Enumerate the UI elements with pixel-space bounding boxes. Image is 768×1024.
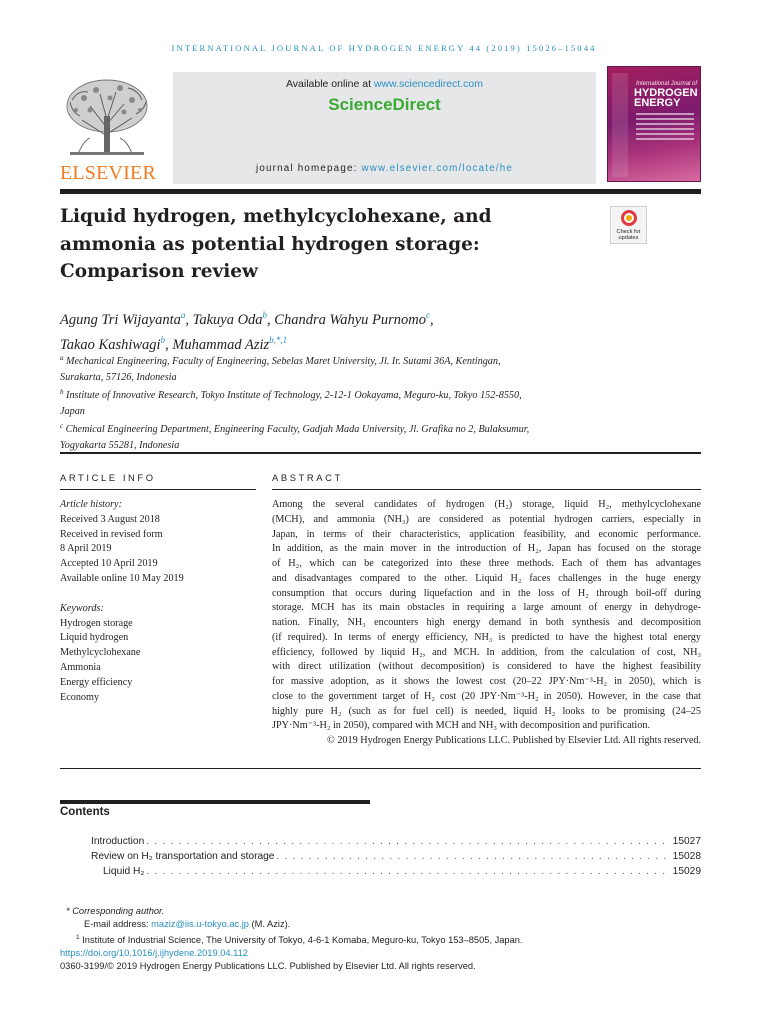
toc-label: Review on H₂ transportation and storage <box>91 851 275 862</box>
author-affil-mark[interactable]: b <box>262 310 268 320</box>
doi-link[interactable]: https://doi.org/10.1016/j.ijhydene.2019.04.112 <box>60 948 248 958</box>
abstract-line: storage. MCH has its main obstacles in requiring a large amount of energy in dehydroge- <box>272 602 701 614</box>
journal-cover-image[interactable] <box>607 66 701 182</box>
abstract-line: for massive adoption, as it shows the lowest cost (20–22 JPY·Nm⁻³-H₂ in 2050), which is <box>272 676 701 687</box>
abstract-rule <box>272 489 701 490</box>
publisher-name: ELSEVIER <box>59 162 157 184</box>
issn-line: 0360-3199/© 2019 Hydrogen Energy Publications LLC. Published by Elsevier Ltd. All rights reserved. <box>60 961 476 971</box>
abstract-line: Among the several candidates of hydrogen (H₂) storage, liquid H₂, methylcyclohexane <box>272 499 701 510</box>
affil-text: Chemical Engineering Department, Engineering Faculty, Gadjah Mada University, Jl. Grafika no 2, Bulaksumur, <box>65 424 530 435</box>
author-separator: , <box>267 312 275 328</box>
abstract-line: of H₂, which can be categorized into these three methods. Each of them has advantages <box>272 558 701 569</box>
sciencedirect-banner <box>173 72 596 184</box>
abstract-end-rule <box>60 768 701 769</box>
article-title <box>60 203 560 286</box>
cover-title-line1: HYDROGEN <box>634 87 698 99</box>
author-affil-mark[interactable]: c <box>426 310 431 320</box>
header-rule <box>60 189 701 194</box>
abstract-line: highly pure H₂ (such as for fuel cell) is needed, liquid H₂ looks to be promising (24–25 <box>272 705 701 717</box>
affil-text: Institute of Innovative Research, Tokyo Institute of Technology, 2-12-1 Ookayama, Meguro-ku, Tokyo 152-8550, <box>66 390 522 401</box>
abstract-line: consumption that occurs during liquefaction and in the loss of H₂ through boil-off during <box>272 587 701 599</box>
toc-label: Introduction <box>91 836 145 847</box>
article-info-rule <box>60 489 256 490</box>
check-for-updates-button[interactable] <box>610 206 647 244</box>
abstract-line: (MCH), and ammonia (NH₃) are considered as potential hydrogen carriers, especially in <box>272 513 701 525</box>
author-name[interactable]: Muhammad Aziz <box>172 337 270 353</box>
abstract-heading: ABSTRACT <box>272 472 343 483</box>
abstract-line: nation. Finally, NH₃ encounters high energy demand in both synthesis and decomposition <box>272 617 701 628</box>
journal-homepage <box>173 163 596 174</box>
abstract-line: (if required). In terms of energy efficiency, NH₃ is predicted to have the highest total energy <box>272 631 701 643</box>
sciencedirect-logo[interactable]: ScienceDirect <box>328 95 441 114</box>
keyword[interactable]: Energy efficiency <box>60 676 133 688</box>
toc-label: Liquid H₂ <box>103 866 145 877</box>
history-item: 8 April 2019 <box>60 543 112 555</box>
author-separator: , <box>165 337 173 353</box>
cover-decoration <box>636 113 694 143</box>
affiliation-line: Yogyakarta 55281, Indonesia <box>60 439 180 451</box>
keyword[interactable]: Methylcyclohexane <box>60 647 141 659</box>
affiliations <box>60 351 700 453</box>
sciencedirect-link[interactable]: www.sciencedirect.com <box>373 78 484 90</box>
author-list <box>60 305 700 355</box>
author-name[interactable]: Takao Kashiwagi <box>60 337 161 353</box>
cover-strip <box>612 73 628 177</box>
cover-title <box>634 88 698 108</box>
spacer <box>60 587 256 602</box>
author-separator: , <box>185 312 193 328</box>
toc-entry[interactable] <box>91 836 701 851</box>
section-rule <box>60 452 701 454</box>
check-updates-icon <box>621 210 637 226</box>
abstract-body <box>272 498 701 749</box>
toc-page: 15027 <box>672 836 701 847</box>
author-affil-mark[interactable]: a <box>180 310 186 320</box>
affil-key: c <box>60 422 64 430</box>
title-line: Liquid hydrogen, methylcyclohexane, and <box>60 206 492 227</box>
toc-leader <box>146 866 670 877</box>
table-of-contents <box>91 836 701 881</box>
email-note <box>60 918 701 931</box>
abstract-line: JPY·Nm⁻³-H₂ in 2050), compared with MCH and NH₃ with decomposition and purification. <box>272 720 650 732</box>
keyword[interactable]: Liquid hydrogen <box>60 632 129 644</box>
cover-subtitle: International Journal of <box>636 81 698 87</box>
abstract-line: Japan, in terms of their characteristics, application feasibility, and economic performance. <box>272 528 701 540</box>
affil-key: a <box>60 354 64 362</box>
author-separator: , <box>430 312 434 328</box>
affiliation-footnote <box>60 931 701 947</box>
author-name[interactable]: Chandra Wahyu Purnomo <box>274 312 427 328</box>
toc-leader <box>276 851 670 862</box>
toc-page: 15029 <box>672 866 701 877</box>
available-prefix: Available online at <box>285 78 374 90</box>
footnotes <box>60 905 701 973</box>
keyword[interactable]: Ammonia <box>60 661 101 673</box>
email-link[interactable]: maziz@iis.u-tokyo.ac.jp <box>151 919 249 929</box>
keyword[interactable]: Hydrogen storage <box>60 617 133 629</box>
article-info <box>60 498 256 705</box>
history-item: Accepted 10 April 2019 <box>60 558 158 570</box>
toc-leader <box>146 836 670 847</box>
corresponding-author-note: * Corresponding author. <box>66 906 165 916</box>
email-suffix: (M. Aziz). <box>248 919 291 929</box>
elsevier-tree-icon <box>60 76 154 156</box>
elsevier-logo[interactable] <box>56 72 160 184</box>
affiliation-line <box>60 385 700 404</box>
author-affil-mark[interactable]: b,*,1 <box>269 335 288 345</box>
author-name[interactable]: Agung Tri Wijayanta <box>60 312 181 328</box>
abstract-line: In addition, as the main mover in the introduction of H₂, Japan has focused on the storage <box>272 543 701 555</box>
keywords-label: Keywords: <box>60 602 104 614</box>
homepage-link[interactable]: www.elsevier.com/locate/he <box>361 163 514 174</box>
contents-rule <box>60 800 370 804</box>
abstract-copyright: © 2019 Hydrogen Energy Publications LLC. Published by Elsevier Ltd. All rights reserved. <box>327 735 701 746</box>
author-affil-mark[interactable]: b <box>160 335 166 345</box>
toc-entry[interactable] <box>91 851 701 866</box>
title-line: Comparison review <box>60 261 258 282</box>
affiliation-line: Surakarta, 57126, Indonesia <box>60 371 177 383</box>
author-line <box>60 305 700 330</box>
history-item: Available online 10 May 2019 <box>60 572 184 584</box>
affil-key: b <box>60 388 64 396</box>
title-line: ammonia as potential hydrogen storage: <box>60 233 480 255</box>
toc-entry[interactable] <box>91 866 701 881</box>
email-prefix: E-mail address: <box>84 919 152 929</box>
contents-heading: Contents <box>60 806 110 818</box>
keyword[interactable]: Economy <box>60 691 100 703</box>
check-updates-label: Check for updates <box>616 229 641 241</box>
abstract-line: close to the government target of H₂ cost (20 JPY·Nm⁻³-H₂ in 2050). However, in the case that <box>272 690 701 702</box>
running-header: INTERNATIONAL JOURNAL OF HYDROGEN ENERGY 44 (2019) 15026–15044 <box>171 43 597 53</box>
author-name[interactable]: Takuya Oda <box>192 312 263 328</box>
affiliation-line: Japan <box>60 405 85 417</box>
affil-text: Mechanical Engineering, Faculty of Engineering, Sebelas Maret University, Jl. Ir. Sutami 36A, Kentingan, <box>66 356 501 367</box>
history-item: Received 3 August 2018 <box>60 513 160 525</box>
footnote-text: Institute of Industrial Science, The University of Tokyo, 4-6-1 Komaba, Meguro-ku, Tokyo 153–8505, Japan. <box>82 935 523 945</box>
toc-page: 15028 <box>672 851 701 862</box>
footnote-key: 1 <box>76 934 80 941</box>
abstract-line: efficiency, followed by liquid H₂, and MCH. In addition, from the calculation of cost, NH₃ <box>272 646 701 658</box>
history-label: Article history: <box>60 499 122 510</box>
affiliation-line <box>60 419 700 438</box>
affiliation-line <box>60 351 700 370</box>
available-online <box>173 78 596 90</box>
history-item: Received in revised form <box>60 528 163 540</box>
cover-title-line2: ENERGY <box>634 97 681 109</box>
abstract-line: with direct utilization (without decomposition) is considered to have the highest feasibility <box>272 661 701 673</box>
abstract-line: and disadvantages compared to the other. Liquid H₂ faces challenges in the huge energy <box>272 572 701 584</box>
article-info-heading: ARTICLE INFO <box>60 472 156 483</box>
homepage-prefix: journal homepage: <box>255 163 362 174</box>
